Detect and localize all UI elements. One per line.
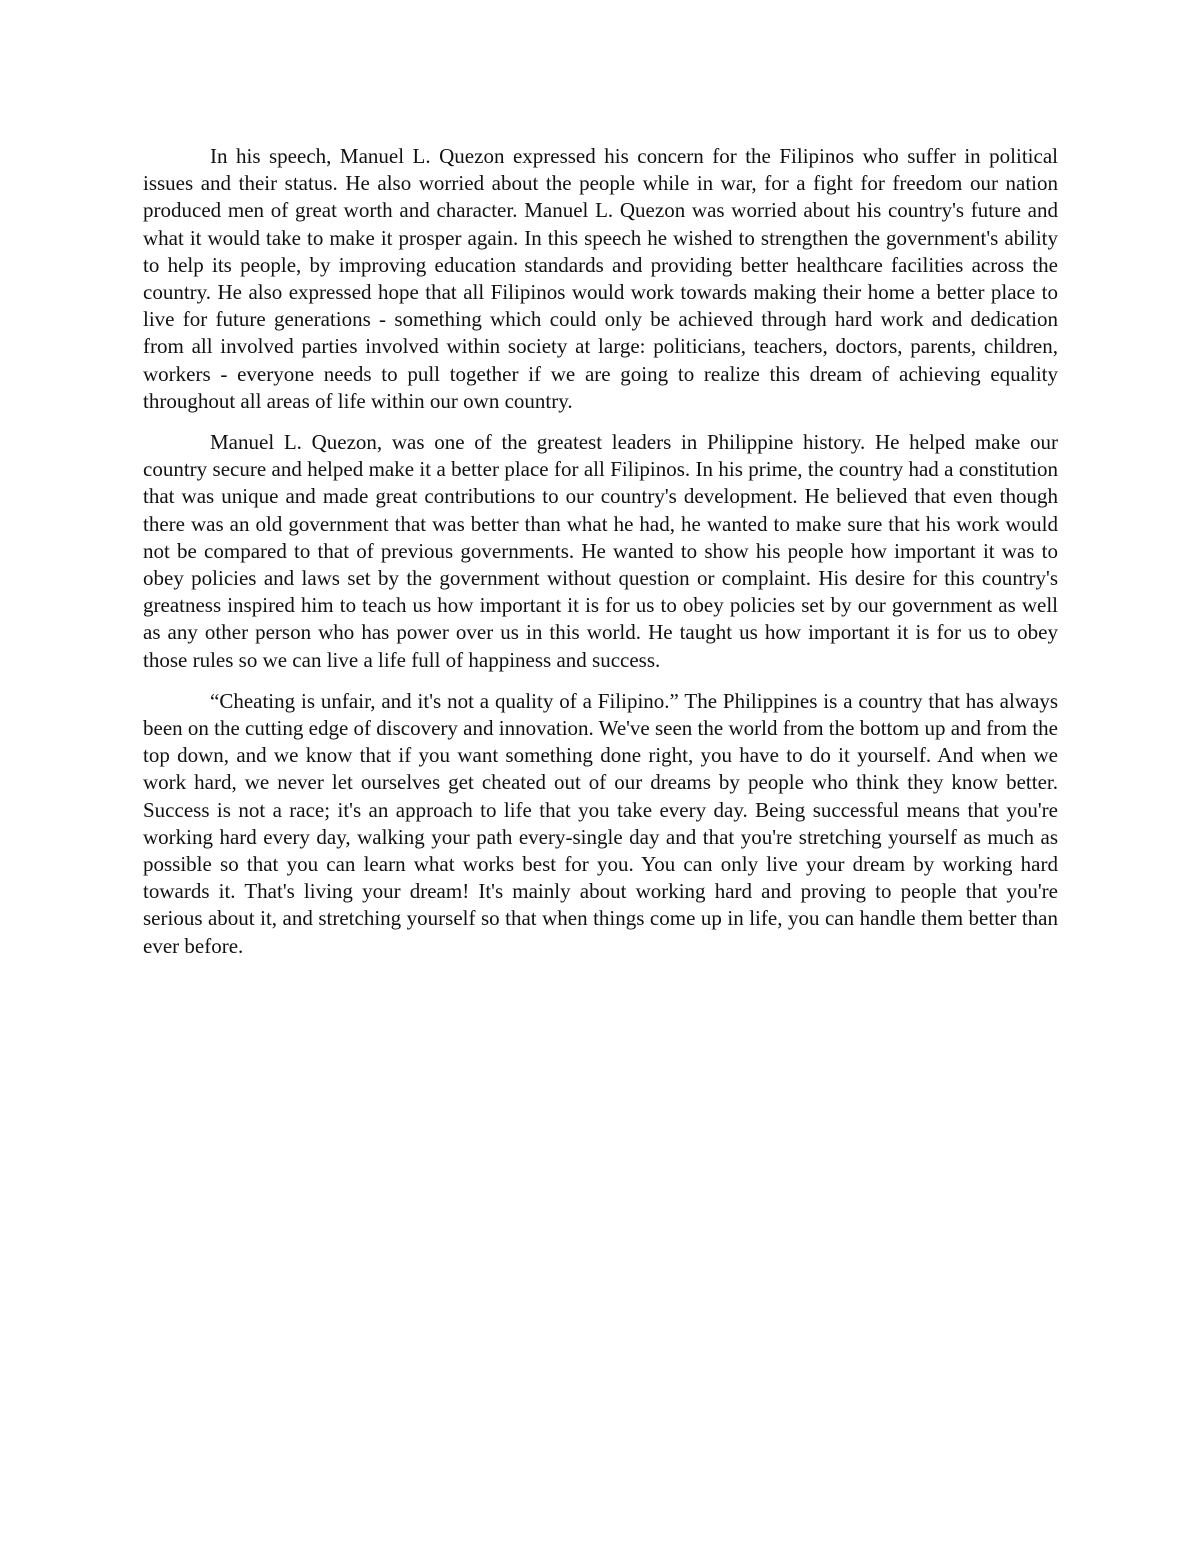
paragraph-2: Manuel L. Quezon, was one of the greatest leaders in Philippine history. He helped make our country secure and helped make it a better place for all Filipinos. In his prime, the country had a constitution that was unique and made great contributions to our country's development. He believed that even though there was an old government that was better than what he had, he wanted to make sure that his work would not be compared to that of previous governments. He wanted to show his people how important it was to obey policies and laws set by the government without question or complaint. His desire for this country's greatness inspired him to teach us how important it is for us to obey policies set by our government as well as any other person who has power over us in this world. He taught us how important it is for us to obey those rules so we can live a life full of happiness and success.: [143, 430, 1058, 672]
document-body: [143, 143, 1058, 974]
paragraph-1: In his speech, Manuel L. Quezon expressed his concern for the Filipinos who suffer in political issues and their status. He also worried about the people while in war, for a fight for freedom our nation produced men of great worth and character. Manuel L. Quezon was worried about his country's future and what it would take to make it prosper again. In this speech he wished to strengthen the government's ability to help its people, by improving education standards and providing better healthcare facilities across the country. He also expressed hope that all Filipinos would work towards making their home a better place to live for future generations - something which could only be achieved through hard work and dedication from all involved parties involved within society at large: politicians, teachers, doctors, parents, children, workers - everyone needs to pull together if we are going to realize this dream of achieving equality throughout all areas of life within our own country.: [143, 144, 1058, 413]
paragraph-3: “Cheating is unfair, and it's not a quality of a Filipino.” The Philippines is a country that has always been on the cutting edge of discovery and innovation. We've seen the world from the bottom up and from the top down, and we know that if you want something done right, you have to do it yourself. And when we work hard, we never let ourselves get cheated out of our dreams by people who think they know better. Success is not a race; it's an approach to life that you take every day. Being successful means that you're working hard every day, walking your path every-single day and that you're stretching yourself as much as possible so that you can learn what works best for you. You can only live your dream by working hard towards it. That's living your dream! It's mainly about working hard and proving to people that you're serious about it, and stretching yourself so that when things come up in life, you can handle them better than ever before.: [143, 688, 1058, 958]
